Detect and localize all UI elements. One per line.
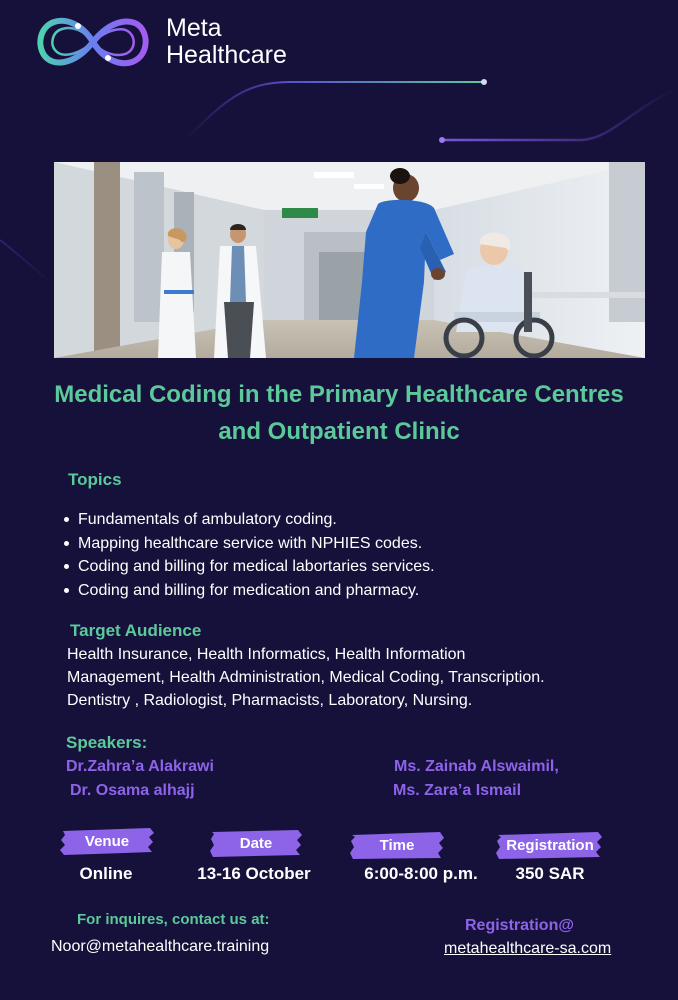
brand-name [166,15,287,69]
brand-name-line1: Meta [166,14,222,42]
venue-value: Online [79,864,133,883]
audience-line: Dentistry , Radiologist, Pharmacists, Laboratory, Nursing. [67,692,473,709]
list-item: Fundamentals of ambulatory coding. [62,508,642,532]
time-value: 6:00-8:00 p.m. [364,864,478,883]
list-item: Coding and billing for medical labortaries services. [62,555,642,579]
registration-label: Registration [506,837,594,854]
audience-line: Health Insurance, Health Informatics, Health Information [67,646,466,663]
date-value: 13-16 October [197,864,311,883]
topics-list [62,508,642,602]
venue-label: Venue [84,833,130,850]
audience-heading: Target Audience [70,621,202,640]
date-label: Date [239,835,273,852]
time-tag [350,832,444,859]
speaker-name: Dr. Osama alhajj [70,782,195,799]
list-item: Coding and billing for medication and pharmacy. [62,579,642,603]
time-label: Time [379,837,415,854]
topics-heading: Topics [68,470,122,489]
brand-name-line2: Healthcare [166,41,287,69]
speaker-name: Dr.Zahra’a Alakrawi [66,758,214,775]
page-title: Medical Coding in the Primary Healthcare Centres and Outpatient Clinic [54,381,624,445]
hospital-corridor-illustration [54,162,645,358]
contact-email[interactable]: Noor@metahealthcare.training [51,938,270,955]
venue-tag [60,828,154,855]
brand-logo [34,12,287,72]
registration-link[interactable]: metahealthcare-sa.com [444,940,612,957]
speaker-name: Ms. Zainab Alswaimil, [394,758,559,775]
registration-heading: Registration@ [465,917,574,934]
speakers-heading: Speakers: [66,733,148,752]
hospital-corridor-photo [54,162,645,358]
infinity-logo-icon [34,12,152,72]
date-tag [210,830,302,857]
registration-tag [496,832,604,859]
audience-line: Management, Health Administration, Medical Coding, Transcription. [67,669,545,686]
registration-fee: 350 SAR [515,864,585,883]
contact-heading: For inquires, contact us at: [77,911,270,928]
audience-text [67,643,657,712]
speaker-name: Ms. Zara’a Ismail [393,782,522,799]
list-item: Mapping healthcare service with NPHIES codes. [62,532,642,556]
